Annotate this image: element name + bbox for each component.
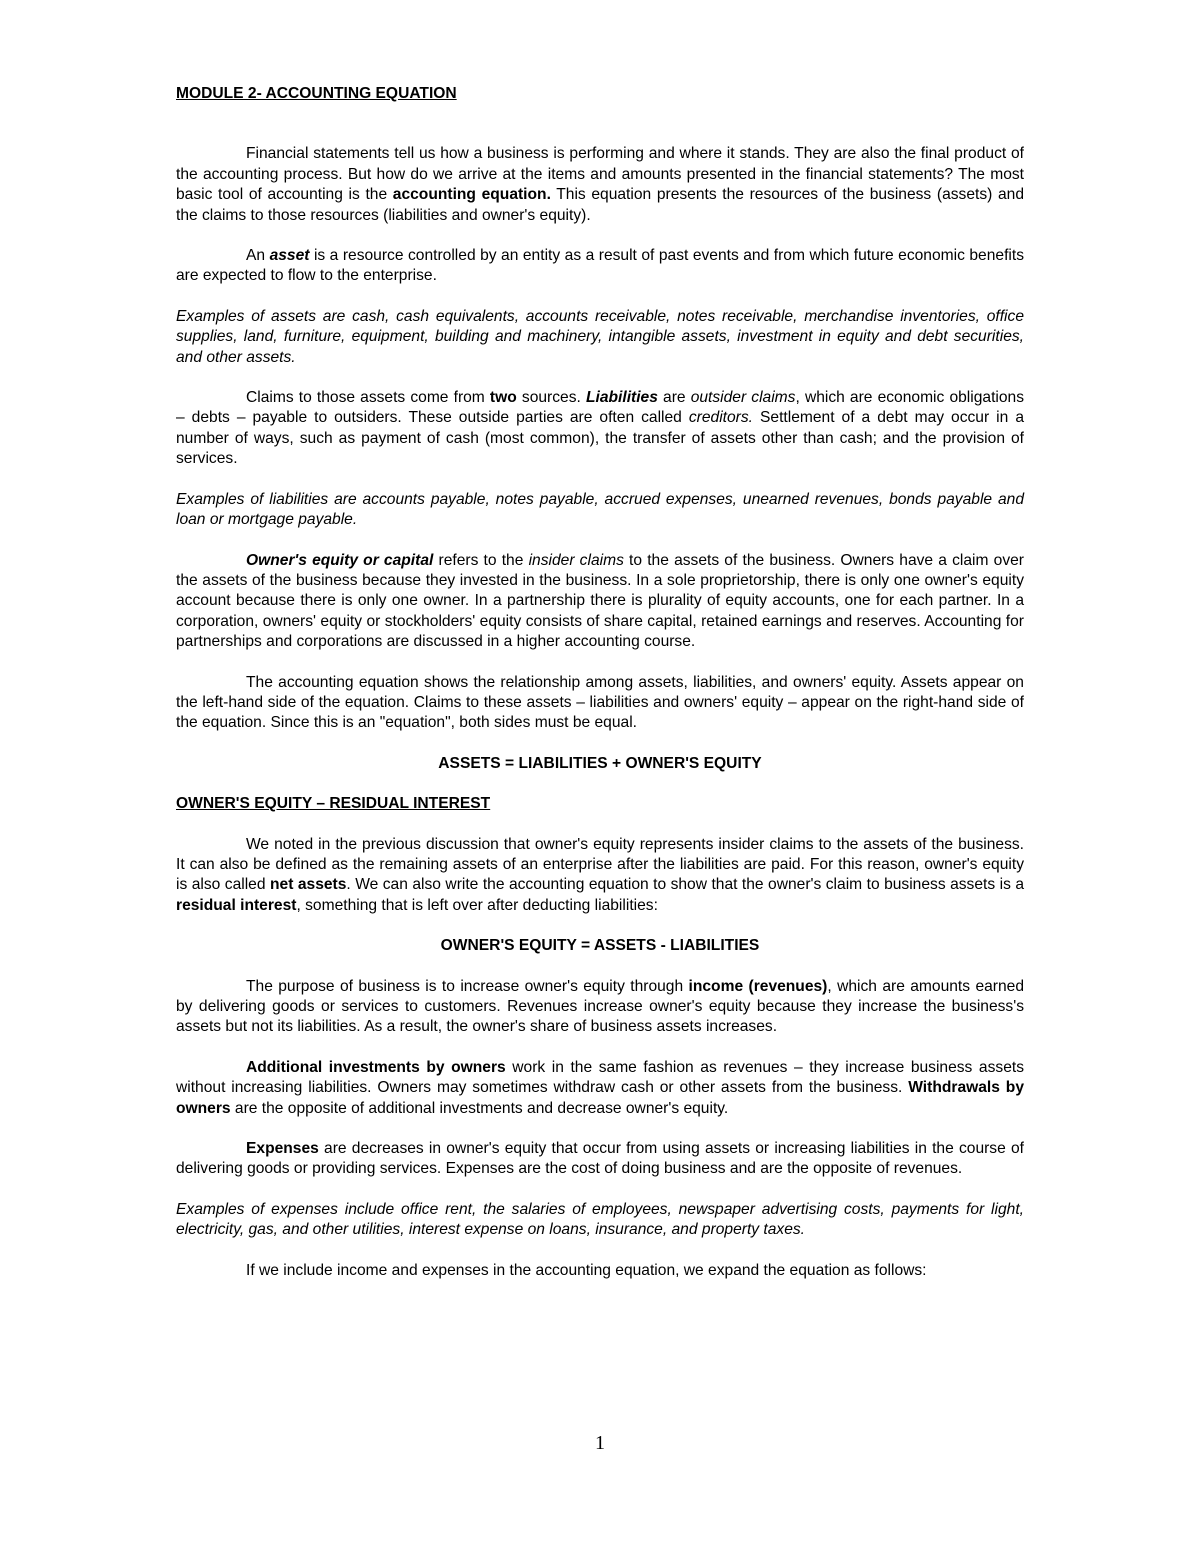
paragraph-liability-examples: Examples of liabilities are accounts payable, notes payable, accrued expenses, unearned revenues, bonds payable and loan or mortgage payable. xyxy=(176,490,1024,529)
paragraph-asset-examples: Examples of assets are cash, cash equivalents, accounts receivable, notes receivable, merchandise inventories, office supplies, land, furniture, equipment, building and machinery, intangible assets, investment in equity and debt securities, and other assets. xyxy=(176,307,1024,366)
term-liabilities: Liabilities xyxy=(585,389,658,407)
paragraph-owners-equity: Owner's equity or capital refers to the insider claims to the assets of the business. Owners have a claim over the assets of the business because they invested in the business. In a sole proprietorship, there is only one owner's equity account because there is only one owner. In a partnership there is plurality of equity accounts, one for each partner. In a corporation, owners' equity or stockholders' equity consists of share capital, retained earnings and reserves. Accounting for partnerships and corporations are discussed in a higher accounting course. xyxy=(176,551,1024,651)
paragraph-expenses: Expenses are decreases in owner's equity that occur from using assets or increasing liabilities in the course of delivering goods or providing services. Expenses are the cost of doing business and are the opposite of revenues. xyxy=(176,1140,1024,1178)
term-asset: asset xyxy=(269,247,310,265)
equation-owners-equity: OWNER'S EQUITY = ASSETS - LIABILITIES xyxy=(440,937,760,955)
term-accounting-equation: accounting equation. xyxy=(392,186,551,204)
paragraph-liabilities: Claims to those assets come from two sources. Liabilities are outsider claims, which are economic obligations – debts – payable to outsiders. These outside parties are often called creditors. Settlement of a debt may occur in a number of ways, such as payment of cash (most common), the transfer of assets other than cash; and the provision of services. xyxy=(176,389,1025,468)
document-page xyxy=(176,84,1024,1301)
paragraph-expense-examples: Examples of expenses include office rent, the salaries of employees, newspaper advertising costs, payments for light, electricity, gas, and other utilities, interest expense on loans, insurance, and property taxes. xyxy=(176,1200,1024,1239)
paragraph-financial-statements: Financial statements tell us how a business is performing and where it stands. They are also the final product of the accounting process. But how do we arrive at the items and amounts presented in the financial statements? The most basic tool of accounting is the accounting equation. This equation presents the resources of the business (assets) and the claims to those resources (liabilities and owner's equity). xyxy=(176,145,1024,224)
paragraph-residual-interest: We noted in the previous discussion that owner's equity represents insider claims to the assets of the business. It can also be defined as the remaining assets of an enterprise after the liabilities are paid. For this reason, owner's equity is also called net assets. We can also write the accounting equation to show that the owner's claim to business assets is a residual interest, something that is left over after deducting liabilities: xyxy=(176,835,1024,914)
page-number: 1 xyxy=(595,1432,605,1454)
term-owners-equity: Owner's equity or capital xyxy=(246,551,434,569)
paragraph-expanded-equation: If we include income and expenses in the accounting equation, we expand the equation as follows: xyxy=(246,1261,927,1279)
paragraph-equation-relationship: The accounting equation shows the relationship among assets, liabilities, and owners' equity. Assets appear on the left-hand side of the equation. Claims to these assets – liabilities and owners' equity – appear on the right-hand side of the equation. Since this is an "equation", both sides must be equal. xyxy=(176,673,1024,732)
paragraph-income: The purpose of business is to increase owner's equity through income (revenues), which are amounts earned by delivering goods or services to customers. Revenues increase owner's equity because they increase the business's assets but not its liabilities. As a result, the owner's share of business assets increases. xyxy=(176,977,1024,1036)
subheading-residual-interest: OWNER'S EQUITY – RESIDUAL INTEREST xyxy=(176,795,491,813)
paragraph-investments: Additional investments by owners work in the same fashion as revenues – they increase business assets without increasing liabilities. Owners may sometimes withdraw cash or other assets from the business. Withdrawals by owners are the opposite of additional investments and decrease owner's equity. xyxy=(176,1058,1024,1117)
paragraph-asset-definition: An asset is a resource controlled by an entity as a result of past events and from which future economic benefits are expected to flow to the enterprise. xyxy=(176,247,1024,285)
equation-assets: ASSETS = LIABILITIES + OWNER'S EQUITY xyxy=(438,754,762,772)
module-title: MODULE 2- ACCOUNTING EQUATION xyxy=(176,85,457,102)
